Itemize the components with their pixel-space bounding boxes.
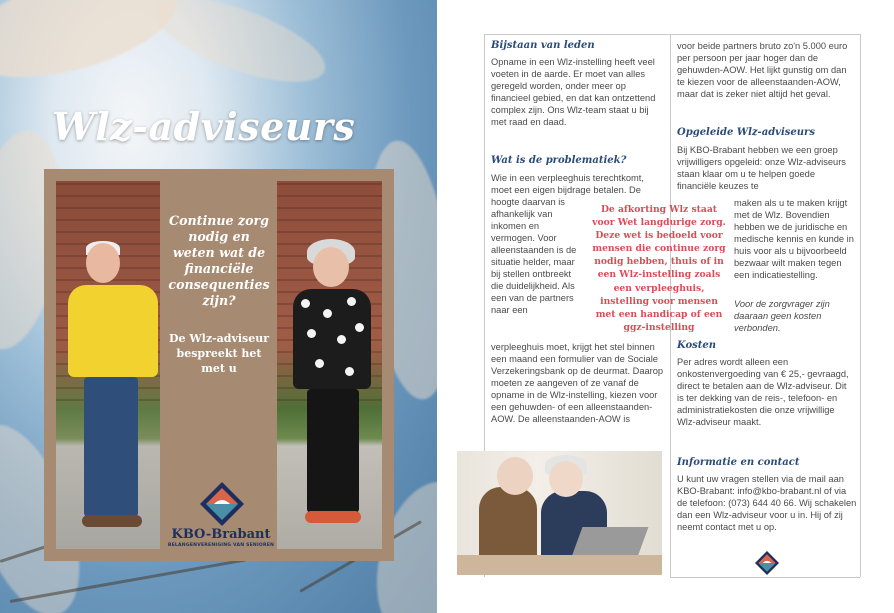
column-rule <box>860 34 861 577</box>
body-bijstaan: Opname in een Wlz-instelling heeft veel voeten in de aarde. Er moet van alles geregeld worden, onder meer op financieel gebied, en dat kan ontzettend complex zijn. Ons Wlz-team staat u bij met raad en daad. <box>491 57 656 128</box>
logo-name: KBO-Brabant <box>171 527 271 542</box>
top-rule <box>484 34 860 35</box>
heading-problematiek: Wat is de problematiek? <box>491 155 627 166</box>
cover-question: Continue zorg nodig en weten wat de financiële consequenties zijn? <box>168 213 270 308</box>
cover-poster <box>44 169 394 561</box>
body-contact: U kunt uw vragen stellen via de mail aan KBO-Brabant: info@kbo-brabant.nl of via de telefoon: (073) 644 40 66. Wij schakelen dan een Wlz-adviseur voor u in. Hij of zij neemt contact met u op. <box>677 474 857 533</box>
cover-page <box>0 0 437 613</box>
kbo-small-logo-icon <box>755 551 779 575</box>
photo-man <box>56 181 160 549</box>
photo-couple-laptop <box>457 451 662 575</box>
cover-title: Wlz-adviseurs <box>52 104 356 149</box>
body-opgeleide-italic: Voor de zorgvrager zijn daaraan geen kosten verbonden. <box>734 299 830 334</box>
pullquote: De afkorting Wlz staat voor Wet langdurige zorg. Deze wet is bedoeld voor mensen die continue zorg nodig hebben, thuis of in een Wlz-instelling zoals een verpleeghuis, instelling voor mensen met een handicap of een ggz-instelling <box>592 204 726 333</box>
body-opgeleide: Bij KBO-Brabant hebben we een groep vrijwilligers opgeleid: onze Wlz-adviseurs staan klaar om u te helpen goede financiële keuzes te <box>677 145 846 192</box>
logo-tagline: BELANGENVERENIGING VAN SENIOREN <box>167 543 275 548</box>
heading-bijstaan: Bijstaan van leden <box>491 40 595 51</box>
body-kosten: Per adres wordt alleen een onkostenvergoeding van € 25,- gevraagd, direct te betalen aan de Wlz-adviseur. Dit is ter dekking van de reis-, telefoon- en administratiekosten die onze vrijwillige Wlz-adviseur maakt. <box>677 357 849 428</box>
photo-woman <box>277 181 382 549</box>
kbo-logo-icon <box>200 482 244 526</box>
body-problematiek-bottom: verpleeghuis moet, krijgt het stel binnen een maand een formulier van de Sociale Verzekeringsbank op de deurmat. Daarop moeten ze aangeven of ze vanaf de opname in de Wlz-instelling, kiezen voor een gehuwden- of een alleenstaanden-AOW. De alleenstaanden-AOW is <box>491 342 664 425</box>
pampas-plume <box>145 0 335 99</box>
body-problematiek-top: Wie in een verpleeghuis terechtkomt, moet een eigen bijdrage betalen. De <box>491 173 644 196</box>
body-problematiek-wrap: hoogte daarvan is afhankelijk van inkomen en vermogen. Voor alleenstaanden is de situatie helder, maar bij stellen ontbreekt die duidelijkheid. Als een van de partners naar een <box>491 197 577 316</box>
cover-answer: De Wlz-adviseur bespreekt het met u <box>168 332 270 375</box>
body-problematiek-continued: voor beide partners bruto zo'n 5.000 euro per persoon per jaar hoger dan de gehuwden-AOW. Het lijkt gunstig om dan te kiezen voor de alleenstaanden-AOW, maar dat is zeker niet altijd het geval. <box>677 41 848 100</box>
heading-contact: Informatie en contact <box>677 457 800 468</box>
article-page <box>437 0 894 613</box>
body-opgeleide-wrap: maken als u te maken krijgt met de Wlz. Bovendien hebben we de juridische en medische kennis en kunde in huis voor als u bijvoorbeeld bezwaar wilt maken tegen een indicatiestelling. <box>734 198 854 281</box>
heading-opgeleide: Opgeleide Wlz-adviseurs <box>677 127 815 138</box>
heading-kosten: Kosten <box>677 340 717 351</box>
bottom-rule <box>670 577 860 578</box>
